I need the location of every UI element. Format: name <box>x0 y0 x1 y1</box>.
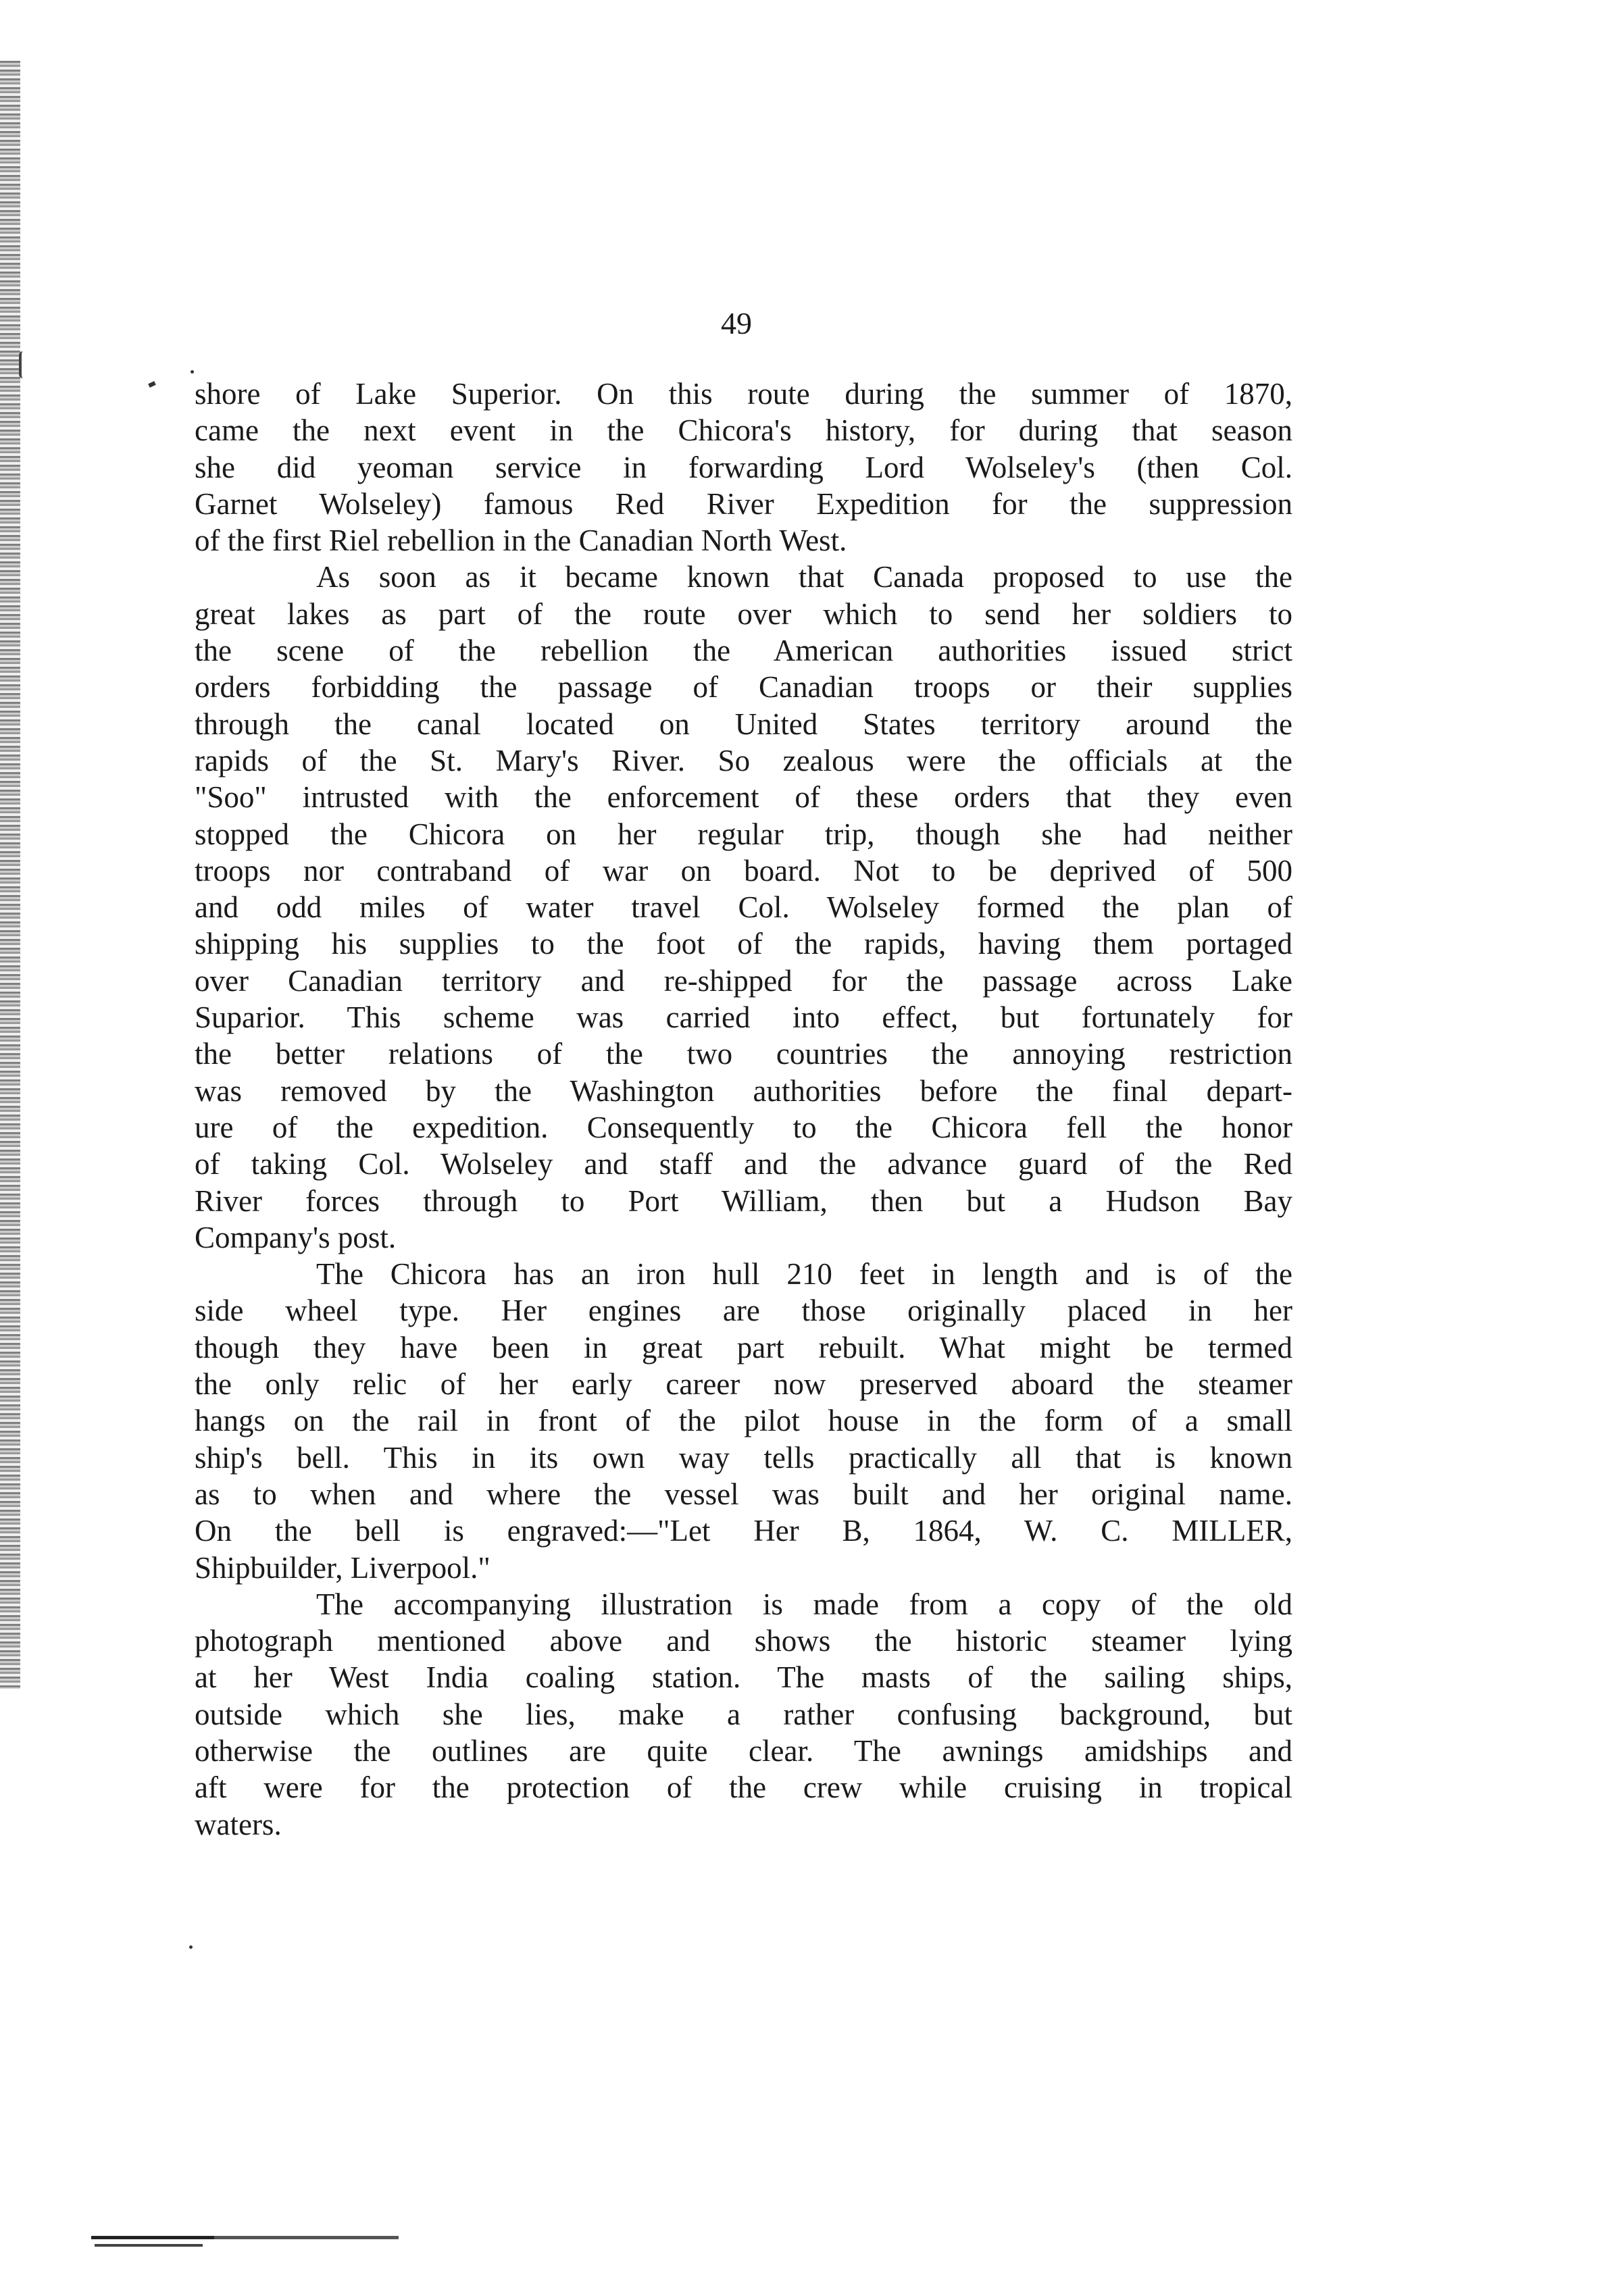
text-line: as to when and where the vessel was built and her original name. <box>195 1477 1292 1511</box>
text-line: came the next event in the Chicora's history, for during that season <box>195 413 1292 448</box>
text-line: waters. <box>195 1807 282 1841</box>
text-line: though they have been in great part rebuilt. What might be termed <box>195 1330 1292 1364</box>
text-line: of taking Col. Wolseley and staff and the advance guard of the Red <box>195 1147 1292 1181</box>
footer-rule <box>91 2236 399 2239</box>
text-line: aft were for the protection of the crew while cruising in tropical <box>195 1770 1292 1805</box>
text-line: The Chicora has an iron hull 210 feet in length and is of the <box>316 1257 1292 1292</box>
text-line: Garnet Wolseley) famous Red River Expedition for the suppression <box>195 486 1292 521</box>
text-line: otherwise the outlines are quite clear. The awnings amidships and <box>195 1733 1292 1768</box>
binding-mark <box>19 351 31 378</box>
body-text <box>195 376 1292 1843</box>
text-line: stopped the Chicora on her regular trip, though she had neither <box>195 817 1292 851</box>
text-line: shore of Lake Superior. On this route during the summer of 1870, <box>195 377 1292 411</box>
text-line: shipping his supplies to the foot of the rapids, having them portaged <box>195 927 1292 961</box>
text-line: ship's bell. This in its own way tells practically all that is known <box>195 1440 1292 1475</box>
text-line: troops nor contraband of war on board. Not to be deprived of 500 <box>195 853 1292 888</box>
page-number: 49 <box>721 306 752 340</box>
text-line: the only relic of her early career now preserved aboard the steamer <box>195 1367 1292 1402</box>
book-binding-edge <box>0 61 20 1689</box>
text-line: at her West India coaling station. The masts of the sailing ships, <box>195 1660 1292 1695</box>
text-line: ure of the expedition. Consequently to the Chicora fell the honor <box>195 1110 1292 1144</box>
text-line: River forces through to Port William, then but a Hudson Bay <box>195 1183 1292 1218</box>
text-line: photograph mentioned above and shows the historic steamer lying <box>195 1624 1292 1658</box>
ink-speck <box>189 1945 193 1949</box>
text-line: great lakes as part of the route over which to send her soldiers to <box>195 596 1292 631</box>
text-line: outside which she lies, make a rather confusing background, but <box>195 1697 1292 1731</box>
text-line: the better relations of the two countries the annoying restriction <box>195 1037 1292 1071</box>
text-line: was removed by the Washington authorities before the final depart- <box>195 1073 1292 1108</box>
text-line: over Canadian territory and re-shipped for the passage across Lake <box>195 963 1292 998</box>
text-line: she did yeoman service in forwarding Lord Wolseley's (then Col. <box>195 450 1292 484</box>
paragraph <box>195 559 1292 1256</box>
text-line: "Soo" intrusted with the enforcement of these orders that they even <box>195 780 1292 815</box>
text-line: Suparior. This scheme was carried into effect, but fortunately for <box>195 1000 1292 1035</box>
text-line: The accompanying illustration is made from a copy of the old <box>316 1587 1292 1621</box>
text-line: hangs on the rail in front of the pilot house in the form of a small <box>195 1404 1292 1438</box>
text-line: rapids of the St. Mary's River. So zealous were the officials at the <box>195 743 1292 777</box>
ink-speck <box>191 370 194 374</box>
text-line: Company's post. <box>195 1220 397 1254</box>
footer-rule-accent <box>95 2244 203 2247</box>
text-line: Shipbuilder, Liverpool." <box>195 1550 490 1585</box>
paragraph <box>195 1586 1292 1843</box>
ink-speck <box>148 381 156 388</box>
text-line: of the first Riel rebellion in the Canadian North West. <box>195 524 847 558</box>
text-line: As soon as it became known that Canada proposed to use the <box>316 560 1292 594</box>
paragraph <box>195 376 1292 559</box>
text-line: orders forbidding the passage of Canadian troops or their supplies <box>195 670 1292 705</box>
text-line: and odd miles of water travel Col. Wolseley formed the plan of <box>195 890 1292 925</box>
text-line: the scene of the rebellion the American authorities issued strict <box>195 634 1292 668</box>
text-line: side wheel type. Her engines are those originally placed in her <box>195 1294 1292 1328</box>
paragraph <box>195 1256 1292 1586</box>
text-line: through the canal located on United States territory around the <box>195 707 1292 741</box>
text-line: On the bell is engraved:—"Let Her B, 1864, W. C. MILLER, <box>195 1514 1292 1548</box>
